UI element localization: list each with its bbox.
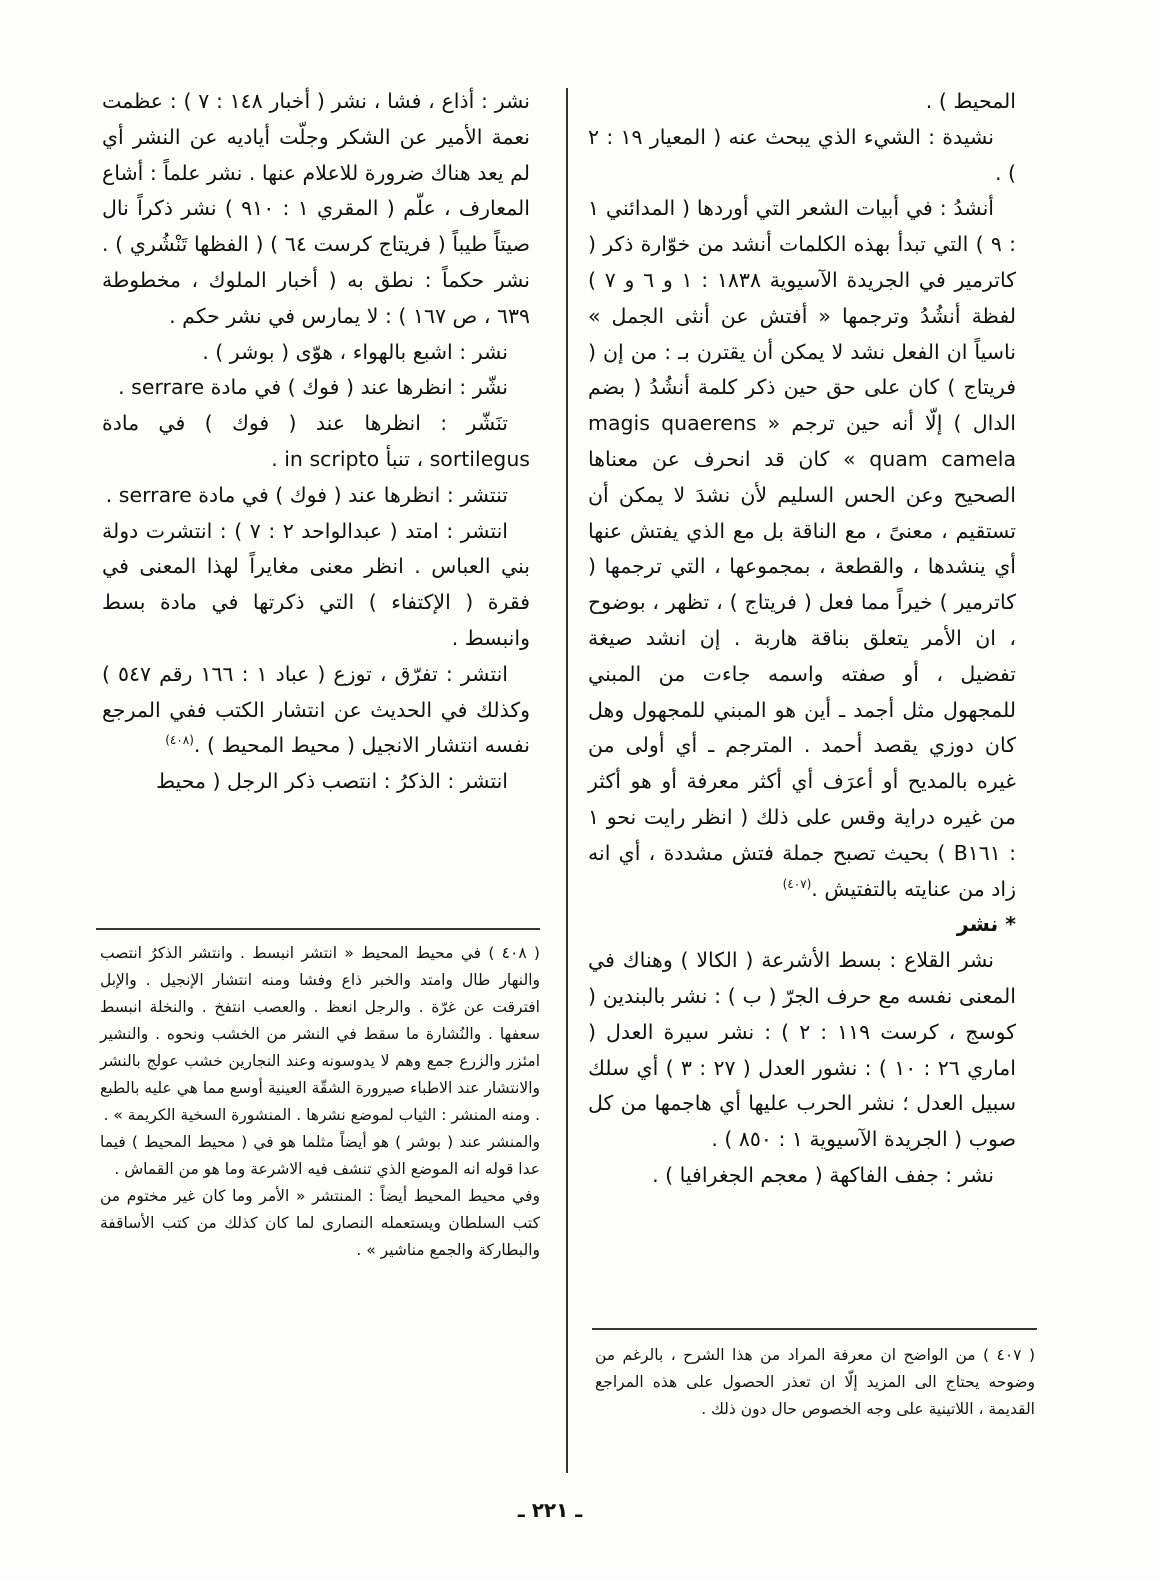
- footnote-separator: [96, 928, 540, 930]
- footnote-paragraph: ( ٤٠٧ ) من الواضح ان معرفة المراد من هذا الشرح ، بالرغم من وضوحه يحتاج الى المزيد إلّا ان تعذر الحصول على هذه المراجع القديمة ، اللاتينية على وجه الخصوص حال دون ذلك .: [595, 1346, 1035, 1418]
- footnote-reference: (٤٠٨): [165, 733, 194, 748]
- paragraph: تنتشر : انظرها عند ( فوك ) في مادة serrare .: [105, 482, 508, 507]
- paragraph: تنَشّر : انظرها عند ( فوك ) في مادة sortilegus ، تنبأ in scripto .: [102, 411, 530, 471]
- left-column: [102, 84, 530, 800]
- footnote-paragraph: وفي محيط المحيط أيضاً : المنتشر « الأمر وما كان غير مختوم من كتب السلطان ويستعمله النصارى لما كان كذلك من كتب الأساقفة والبطاركة والجمع مناشير » .: [100, 1187, 540, 1259]
- paragraph: انتشر : الذكرُ : انتصب ذكر الرجل ( محيط: [156, 769, 508, 794]
- footnote-separator: [592, 1328, 1037, 1330]
- entry-heading: * نشر: [956, 912, 1016, 937]
- paragraph: المحيط ) .: [925, 89, 1016, 113]
- footnote-407: [595, 1342, 1035, 1423]
- page-number: ـ ٢٢١ ـ: [517, 1498, 583, 1522]
- paragraph: نشر : اشبع بالهواء ، هوّى ( بوشر ) .: [202, 339, 508, 364]
- paragraph: انتشر : تفرّق ، توزع ( عباد ١ : ١٦٦ رقم ٥٤٧ ) وكذلك في الحديث عن انتشار الكتب ففي المرجع نفسه انتشار الانجيل ( محيط المحيط ) .$^{(٤٠٨)}$: [102, 661, 530, 758]
- paragraph: نشر : جفف الفاكهة ( معجم الجغرافيا ) .: [652, 1162, 994, 1187]
- footnote-paragraph: ( ٤٠٨ ) في محيط المحيط « انتشر انبسط . وانتشر الذكرُ انتصب والنهار طال وامتد والخبر ذاع وفشا ومنه انتشار الإنجيل . والإبل افترقت عن غرّة . والرجل انعظ . والعصب انتفخ . والنخلة انبسط سعفها . والنُشارة ما سقط في النشر من الخشب ونحوه . والنشير امئزر والزرع جمع وهم لا يدوسونه وعند النجارين خشب عولج بالنشر والانتشار عند الاطباء صيرورة الشقّة العينية أوسع مما هي عليه بالطبع . ومنه المنشر : الثياب لموضع نشرها . المنشورة السخية الكريمة » .: [100, 944, 540, 1124]
- footnote-reference: (٤٠٧): [782, 876, 812, 891]
- paragraph: أنشدُ : في أبيات الشعر التي أوردها ( المدائني ١ : ٩ ) التي تبدأ بهذه الكلمات أنشد من خوّارة ذكر ( كاترمير في الجريدة الآسيوية ١٨٣٨ : ١ و ٦ و ٧ ) لفظة أنشُدُ وترجمها « أفتش عن أنثى الجمل » ناسياً ان الفعل نشد لا يمكن أن يقترن بـ : من إن ( فريتاج ) كان على حق حين ذكر كلمة أنشُدُ ( بضم الدال ) إلّا أنه حين ترجم « magis quaerens quam camela » كان قد انحرف عن معناها الصحيح وعن الحس السليم لأن نشدَ لا يمكن أن تستقيم ، معنىً ، مع الناقة بل مع الذي يفتش عنها أي ينشدها ، والقطعة ، بمجموعها ، التي ترجمها ( كاترمير ) خيراً مما فعل ( فريتاج ) ، تظهر ، بوضوح ، ان الأمر يتعلق بناقة هاربة . إن انشد صيغة تفضيل ، أو صفته واسمه جاءت من المبني للمجهول مثل أجمد ـ أين هو المبني للمجهول وهل كان دوزي يقصد أحمد . المترجم ـ أي أولى من غيره بالمديح أو أعرَف أي أكثر معرفة أو هو أكثر من غيره دراية وقس على ذلك ( انظر رايت نحو ١ : B١٦١ ) بحيث تصبح جملة فتش مشددة ، أي انه زاد من عنايته بالتفتيش .$^{(٤٠٧)}$: [588, 196, 1017, 901]
- right-column: [588, 84, 1016, 1194]
- footnote-paragraph: والمنشر عند ( بوشر ) هو أيضاً مثلما هو في ( محيط المحيط ) فيما عدا قوله انه الموضع الذي تنشف فيه الاشرعة وما هو من القماش .: [100, 1133, 540, 1178]
- paragraph: نشّر : انظرها عند ( فوك ) في مادة serrare .: [118, 375, 508, 400]
- paragraph: انتشر : امتد ( عبدالواحد ٢ : ٧ ) : انتشرت دولة بني العباس . انظر معنى مغايراً لهذا المعنى في فقرة ( الإكتفاء ) التي ذكرتها في مادة بسط وانبسط .: [102, 518, 530, 650]
- footnote-408: [100, 940, 540, 1264]
- paragraph: نشيدة : الشيء الذي يبحث عنه ( المعيار ١٩ : ٢ ) .: [588, 124, 1016, 185]
- column-divider: [566, 88, 568, 1473]
- paragraph: نشر القلاع : بسط الأشرعة ( الكالا ) وهناك في المعنى نفسه مع حرف الجرّ ( ب ) : نشر بالبندين ( كوسج ، كرست ١١٩ : ٢ ) : نشر سيرة العدل ( اماري ٢٦ : ١٠ ) : نشور العدل ( ٢٧ : ٣ ) أي سلك سبيل العدل ؛ نشر الحرب عليها أي هاجمها من كل صوب ( الجريدة الآسيوية ١ : ٨٥٠ ) .: [588, 948, 1016, 1152]
- paragraph: نشر : أذاع ، فشا ، نشر ( أخبار ١٤٨ : ٧ ) : عظمت نعمة الأمير عن الشكر وجلّت أياديه عن النشر أي لم يعد هناك ضرورة للاعلام عنها . نشر علماً : أشاع المعارف ، علّم ( المقري ١ : ٩١٠ ) نشر ذكراً نال صيتاً طيباً ( فريتاج كرست ٦٤ ) ( الفظها تَنْشُري ) . نشر حكماً : نطق به ( أخبار الملوك ، مخطوطة ٦٣٩ ، ص ١٦٧ ) : لا يمارس في نشر حكم .: [102, 89, 530, 328]
